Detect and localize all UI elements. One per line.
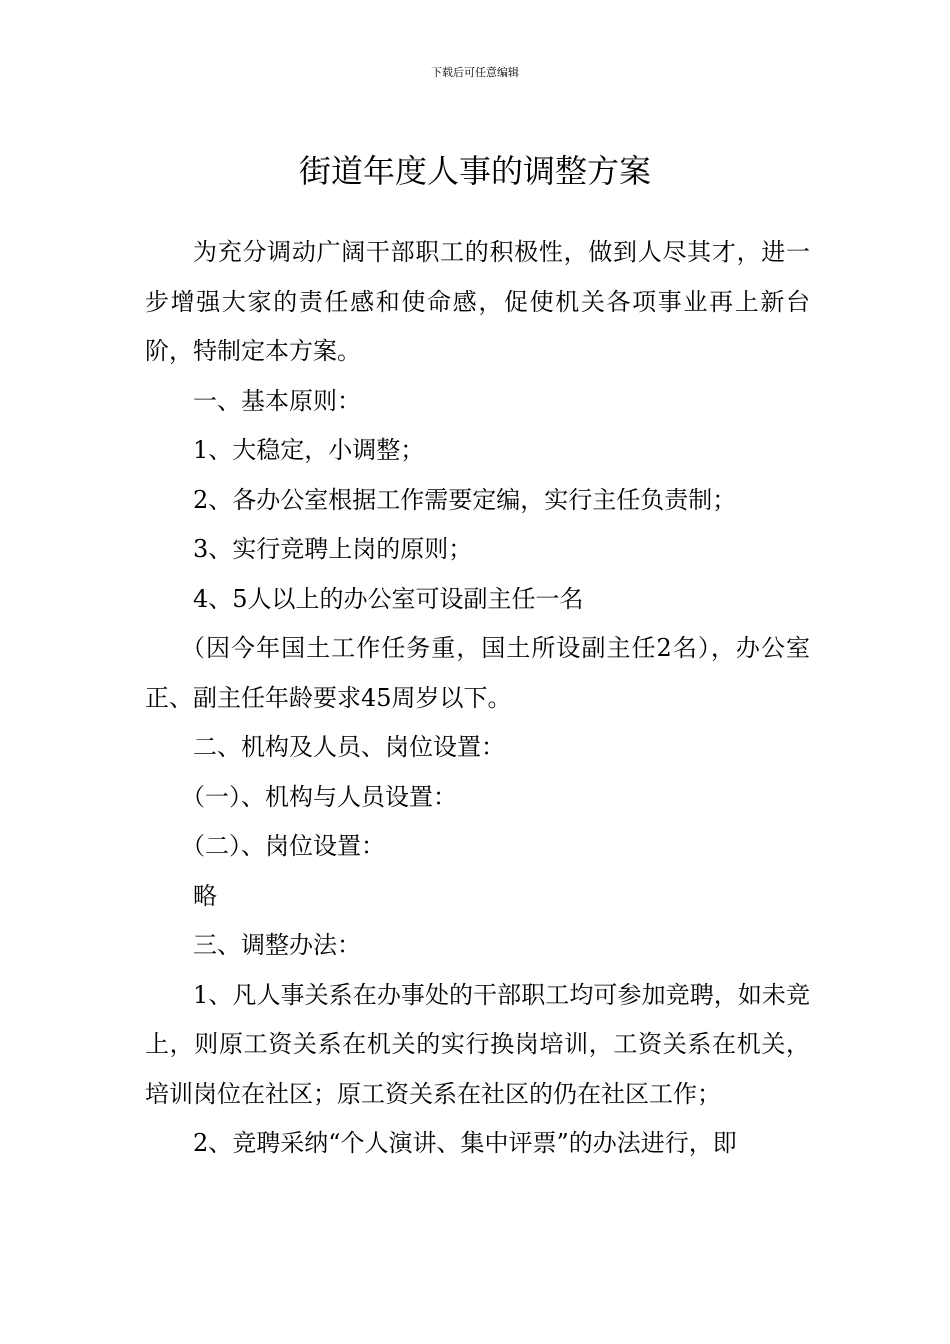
intro-paragraph: 为充分调动广阔干部职工的积极性，做到人尽其才，进一步增强大家的责任感和使命感，促使机关各项事业再上新台阶，特制定本方案。 bbox=[145, 238, 810, 365]
principle-item-4-note: （因今年国土工作任务重，国土所设副主任2名），办公室正、副主任年龄要求45周岁以下。 bbox=[145, 634, 810, 712]
principle-item-1: 1、大稳定，小调整； bbox=[193, 436, 425, 464]
subsection-positions: （二）、岗位设置： bbox=[181, 832, 385, 860]
subsection-organization-staff: （一）、机构与人员设置： bbox=[181, 782, 457, 811]
principle-item-4: 4、5人以上的办公室可设副主任一名 bbox=[193, 584, 584, 613]
principle-item-2: 2、各办公室根据工作需要定编，实行主任负责制； bbox=[193, 485, 737, 514]
method-item-2: 2、竞聘采纳“个人演讲、集中评票”的办法进行，即 bbox=[193, 1129, 737, 1157]
document-title: 街道年度人事的调整方案 bbox=[298, 152, 651, 191]
document-body bbox=[145, 228, 810, 1169]
section-heading-organization: 二、机构及人员、岗位设置： bbox=[193, 733, 505, 761]
omitted-note: 略 bbox=[193, 881, 217, 910]
method-item-1: 1、凡人事关系在办事处的干部职工均可参加竞聘，如未竞上，则原工资关系在机关的实行换岗培训，工资关系在机关，培训岗位在社区；原工资关系在社区的仍在社区工作； bbox=[145, 980, 810, 1108]
page-header-note: 下载后可任意编辑 bbox=[431, 66, 519, 79]
principle-item-3: 3、实行竞聘上岗的原则； bbox=[193, 535, 473, 563]
section-heading-methods: 三、调整办法： bbox=[193, 931, 361, 959]
section-heading-principles: 一、基本原则： bbox=[193, 386, 361, 415]
